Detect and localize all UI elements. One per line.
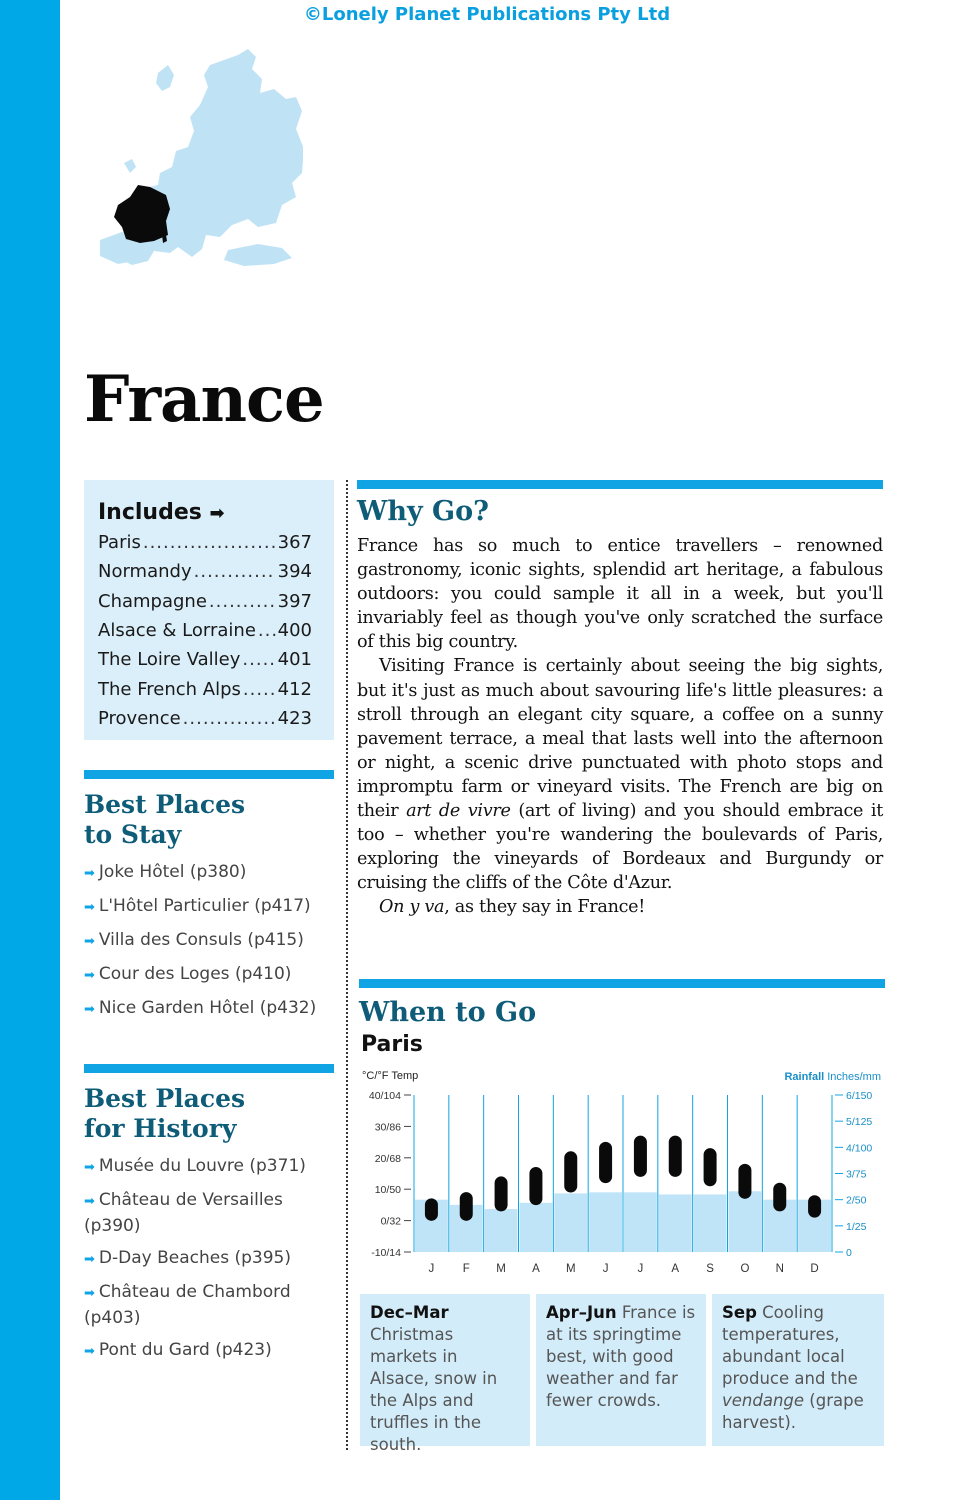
arrow-bullet-icon: ➡ xyxy=(84,866,95,881)
rain-tick-label: 0 xyxy=(846,1247,852,1259)
copyright-line: ©Lonely Planet Publications Pty Ltd xyxy=(303,4,671,25)
right-arrow-icon: ➡ xyxy=(209,503,225,524)
includes-item[interactable]: Alsace & Lorraine ..... 400 xyxy=(98,616,312,645)
season-card-winter: Dec–Mar Christmas markets in Alsace, snow in the Alps and truffles in the south. xyxy=(360,1294,530,1446)
best-stay-list xyxy=(84,860,334,1030)
month-label: O xyxy=(740,1263,750,1275)
why-go-heading: Why Go? xyxy=(357,496,489,527)
temp-tick-label: 40/104 xyxy=(368,1090,401,1102)
month-label: J xyxy=(602,1263,609,1275)
month-label: M xyxy=(565,1263,576,1275)
includes-item[interactable]: Provence ..... 423 xyxy=(98,704,312,733)
temp-tick-label: 20/68 xyxy=(374,1152,401,1165)
climate-city: Paris xyxy=(361,1032,423,1057)
list-item[interactable]: ➡ D-Day Beaches (p395) xyxy=(84,1248,291,1268)
temp-tick-label: 0/32 xyxy=(380,1215,401,1228)
why-go-body xyxy=(357,534,883,920)
list-item[interactable]: ➡ Joke Hôtel (p380) xyxy=(84,862,247,882)
month-label: N xyxy=(775,1263,784,1275)
month-label: J xyxy=(428,1263,435,1275)
temp-tick-label: 10/50 xyxy=(374,1184,401,1197)
rain-tick-label: 6/150 xyxy=(846,1090,873,1102)
rainfall-bar xyxy=(694,1194,727,1252)
best-history-list xyxy=(84,1154,334,1372)
list-item[interactable]: ➡ Château de Chambord (p403) xyxy=(84,1282,291,1328)
list-item[interactable]: ➡ Pont du Gard (p423) xyxy=(84,1340,272,1360)
month-label: J xyxy=(637,1263,644,1275)
month-label: D xyxy=(810,1263,819,1275)
rain-tick-label: 4/100 xyxy=(846,1142,873,1155)
rain-axis-label: Rainfall Inches/mm xyxy=(784,1071,881,1083)
rain-tick-label: 2/50 xyxy=(846,1194,867,1207)
arrow-bullet-icon: ➡ xyxy=(84,1286,95,1301)
month-label: A xyxy=(532,1263,540,1275)
rain-tick-label: 3/75 xyxy=(846,1168,867,1181)
month-label: S xyxy=(706,1263,714,1275)
list-item[interactable]: ➡ Château de Versailles (p390) xyxy=(84,1190,283,1236)
arrow-bullet-icon: ➡ xyxy=(84,934,95,949)
rainfall-bar xyxy=(729,1191,762,1252)
section-rule xyxy=(84,1064,334,1073)
includes-heading xyxy=(98,500,225,525)
when-to-go-heading: When to Go xyxy=(359,997,537,1028)
includes-item[interactable]: The French Alps ..... 412 xyxy=(98,674,312,703)
arrow-bullet-icon: ➡ xyxy=(84,1252,95,1267)
why-go-para-1: France has so much to entice travellers – renowned gastronomy, iconic sights, splendid art heritage, a fabulous outdoors: you could sample it all in a week, but you'll invariably feel as though you've only scratched the surface of this big country. xyxy=(357,536,883,653)
arrow-bullet-icon: ➡ xyxy=(84,1194,95,1209)
arrow-bullet-icon: ➡ xyxy=(84,900,95,915)
why-go-para-3: On y va, as they say in France! xyxy=(379,897,646,918)
europe-locator-map xyxy=(88,45,303,275)
includes-heading-text: Includes xyxy=(98,500,202,525)
list-item[interactable]: ➡ Cour des Loges (p410) xyxy=(84,964,292,984)
column-divider xyxy=(346,480,348,1450)
includes-item[interactable]: Normandy ..... 394 xyxy=(98,557,312,586)
month-label: F xyxy=(462,1263,470,1275)
arrow-bullet-icon: ➡ xyxy=(84,1002,95,1017)
includes-item[interactable]: Paris ..... 367 xyxy=(98,528,312,557)
arrow-bullet-icon: ➡ xyxy=(84,968,95,983)
list-item[interactable]: ➡ Villa des Consuls (p415) xyxy=(84,930,304,950)
includes-item[interactable]: Champagne ..... 397 xyxy=(98,587,312,616)
page-title: France xyxy=(84,362,324,437)
includes-box xyxy=(84,480,334,740)
month-label: M xyxy=(496,1263,506,1275)
rainfall-bar xyxy=(589,1192,622,1252)
temp-tick-label: 30/86 xyxy=(374,1121,401,1134)
arrow-bullet-icon: ➡ xyxy=(84,1160,95,1175)
arrow-bullet-icon: ➡ xyxy=(84,1344,95,1359)
section-rule xyxy=(357,480,883,489)
season-card-autumn: Sep Cooling temperatures, abundant local produce and the vendange (grape harvest). xyxy=(712,1294,884,1446)
side-color-bar xyxy=(0,0,60,1500)
list-item[interactable]: ➡ Nice Garden Hôtel (p432) xyxy=(84,998,317,1018)
best-stay-heading: Best Places to Stay xyxy=(84,790,246,849)
season-card-spring: Apr–Jun France is at its springtime best, with good weather and far fewer crowds. xyxy=(536,1294,706,1446)
rainfall-bar xyxy=(554,1193,587,1252)
why-go-para-2: Visiting France is certainly about seeing the big sights, but it's just as much about savouring life's little pleasures: a stroll through an elegant city square, a coffee on a sunny pavement terrace, a meal that lasts well into the afternoon or night, a scenic drive punctuated with photo stops and impromptu farm or vineyard visits. The French are big on their art de vivre (art of living) and you should embrace it too – whether you're wandering the boulevards of Paris, exploring the vineyards of Bordeaux and Burgundy or cruising the cliffs of the Côte d'Azur. xyxy=(357,656,883,894)
rainfall-bar xyxy=(624,1192,657,1252)
rain-tick-label: 1/25 xyxy=(846,1220,867,1233)
section-rule xyxy=(84,770,334,779)
temp-axis-label: °C/°F Temp xyxy=(362,1070,419,1082)
climate-chart xyxy=(358,1064,888,1278)
rainfall-bar xyxy=(520,1203,553,1252)
rainfall-bar xyxy=(485,1209,518,1252)
rainfall-bar xyxy=(659,1194,692,1252)
includes-list xyxy=(98,528,312,733)
month-label: A xyxy=(671,1263,680,1275)
section-rule xyxy=(359,979,885,988)
best-history-heading: Best Places for History xyxy=(84,1084,246,1143)
temp-tick-label: -10/14 xyxy=(371,1247,401,1259)
list-item[interactable]: ➡ Musée du Louvre (p371) xyxy=(84,1156,306,1176)
rain-tick-label: 5/125 xyxy=(846,1116,873,1129)
includes-item[interactable]: The Loire Valley ..... 401 xyxy=(98,645,312,674)
list-item[interactable]: ➡ L'Hôtel Particulier (p417) xyxy=(84,896,311,916)
